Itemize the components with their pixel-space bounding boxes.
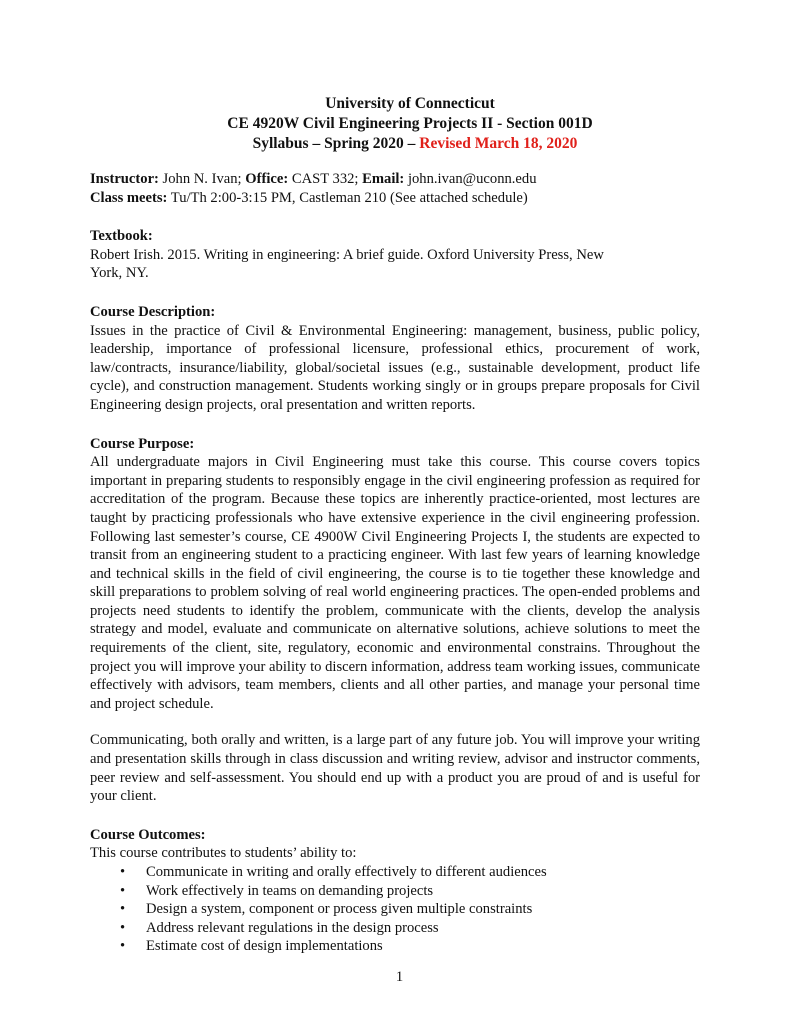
description-heading: Course Description:: [90, 303, 216, 320]
outcome-text: Design a system, component or process given multiple constraints: [146, 901, 533, 918]
revised-date: Revised March 18, 2020: [419, 135, 578, 152]
bullet-icon: •: [120, 919, 126, 936]
outcome-text: Address relevant regulations in the design process: [146, 919, 439, 936]
document-header: [0, 94, 791, 154]
instructor-label: Instructor:: [90, 171, 159, 187]
textbook-heading: Textbook:: [90, 228, 153, 245]
syllabus-line: [0, 134, 791, 154]
document-body: [90, 170, 700, 956]
outcomes-heading: Course Outcomes:: [90, 826, 206, 843]
outcome-text: Communicate in writing and orally effectively to different audiences: [146, 864, 547, 880]
class-meets-label: Class meets:: [90, 189, 168, 206]
syllabus-term: Syllabus – Spring 2020 –: [252, 135, 420, 152]
paragraph-gap: [90, 713, 700, 731]
bullet-icon: •: [120, 864, 126, 880]
university-name: University of Connecticut: [325, 95, 495, 112]
list-item: [120, 900, 700, 919]
outcome-text: Estimate cost of design implementations: [146, 938, 383, 955]
class-meets-value: Tu/Th 2:00-3:15 PM, Castleman 210 (See attached schedule): [167, 189, 528, 206]
list-item: [120, 937, 700, 956]
class-meets-line: [90, 189, 700, 208]
list-item: [120, 919, 700, 938]
textbook-text: [90, 246, 635, 283]
outcomes-list: [90, 863, 700, 956]
bullet-icon: •: [120, 901, 126, 918]
outcomes-intro: This course contributes to students’ ability to:: [90, 845, 357, 862]
office-value: CAST 332;: [288, 171, 363, 187]
list-item: [120, 882, 700, 901]
office-label: Office:: [245, 171, 289, 187]
email-value: john.ivan@uconn.edu: [404, 171, 537, 187]
textbook-citation: Robert Irish. 2015. Writing in engineering: A brief guide. Oxford University Press, New York, NY.: [90, 246, 604, 282]
bullet-icon: •: [120, 882, 126, 899]
instructor-line: [90, 170, 700, 189]
email-label: Email:: [362, 171, 405, 187]
purpose-paragraph-2: Communicating, both orally and written, is a large part of any future job. You will improve your writing and presentation skills through in class discussion and writing review, advisor and instructor comments, peer review and self-assessment. You should end up with a product you are proud of and is useful for your client.: [90, 732, 700, 805]
course-title: CE 4920W Civil Engineering Projects II - Section 001D: [227, 115, 593, 132]
list-item: [120, 863, 700, 882]
page-number: 1: [395, 969, 404, 985]
purpose-paragraph-1: All undergraduate majors in Civil Engineering must take this course. This course covers topics important in preparing students to responsibly engage in the civil engineering profession as required for accreditation of the program. Because these topics are inherently practice-oriented, most lectures are taught by practicing professionals who have extensive experience in the civil engineering profession. Following last semester’s course, CE 4900W Civil Engineering Projects I, the students are expected to transit from an engineering student to a practicing engineer. With last few years of learning knowledge and technical skills in the field of civil engineering, the course is to tie together these knowledge and skill preparations to problem solving of real world engineering practices. The open-ended problems and projects need students to identify the problem, communicate with the clients, develop the analysis strategy and model, evaluate and communicate on alternative solutions, achieve solutions to meet the requirements of the client, site, regulatory, economic and environmental constrains. Throughout the project you will improve your ability to discern information, address team working issues, communicate effectively with advisors, team members, clients and all other parties, and manage your personal time and project schedule.: [90, 454, 700, 712]
description-text: Issues in the practice of Civil & Environmental Engineering: management, business, public policy, leadership, importance of professional licensure, professional ethics, procurement of work, law/contracts, insurance/liability, global/societal issues (e.g., sustainable development, product life cycle), and construction management. Students working singly or in groups prepare proposals for Civil Engineering design projects, oral presentation and written reports.: [90, 322, 700, 413]
purpose-heading: Course Purpose:: [90, 435, 195, 452]
bullet-icon: •: [120, 938, 126, 955]
outcome-text: Work effectively in teams on demanding projects: [146, 882, 434, 899]
instructor-value: John N. Ivan;: [158, 171, 246, 187]
